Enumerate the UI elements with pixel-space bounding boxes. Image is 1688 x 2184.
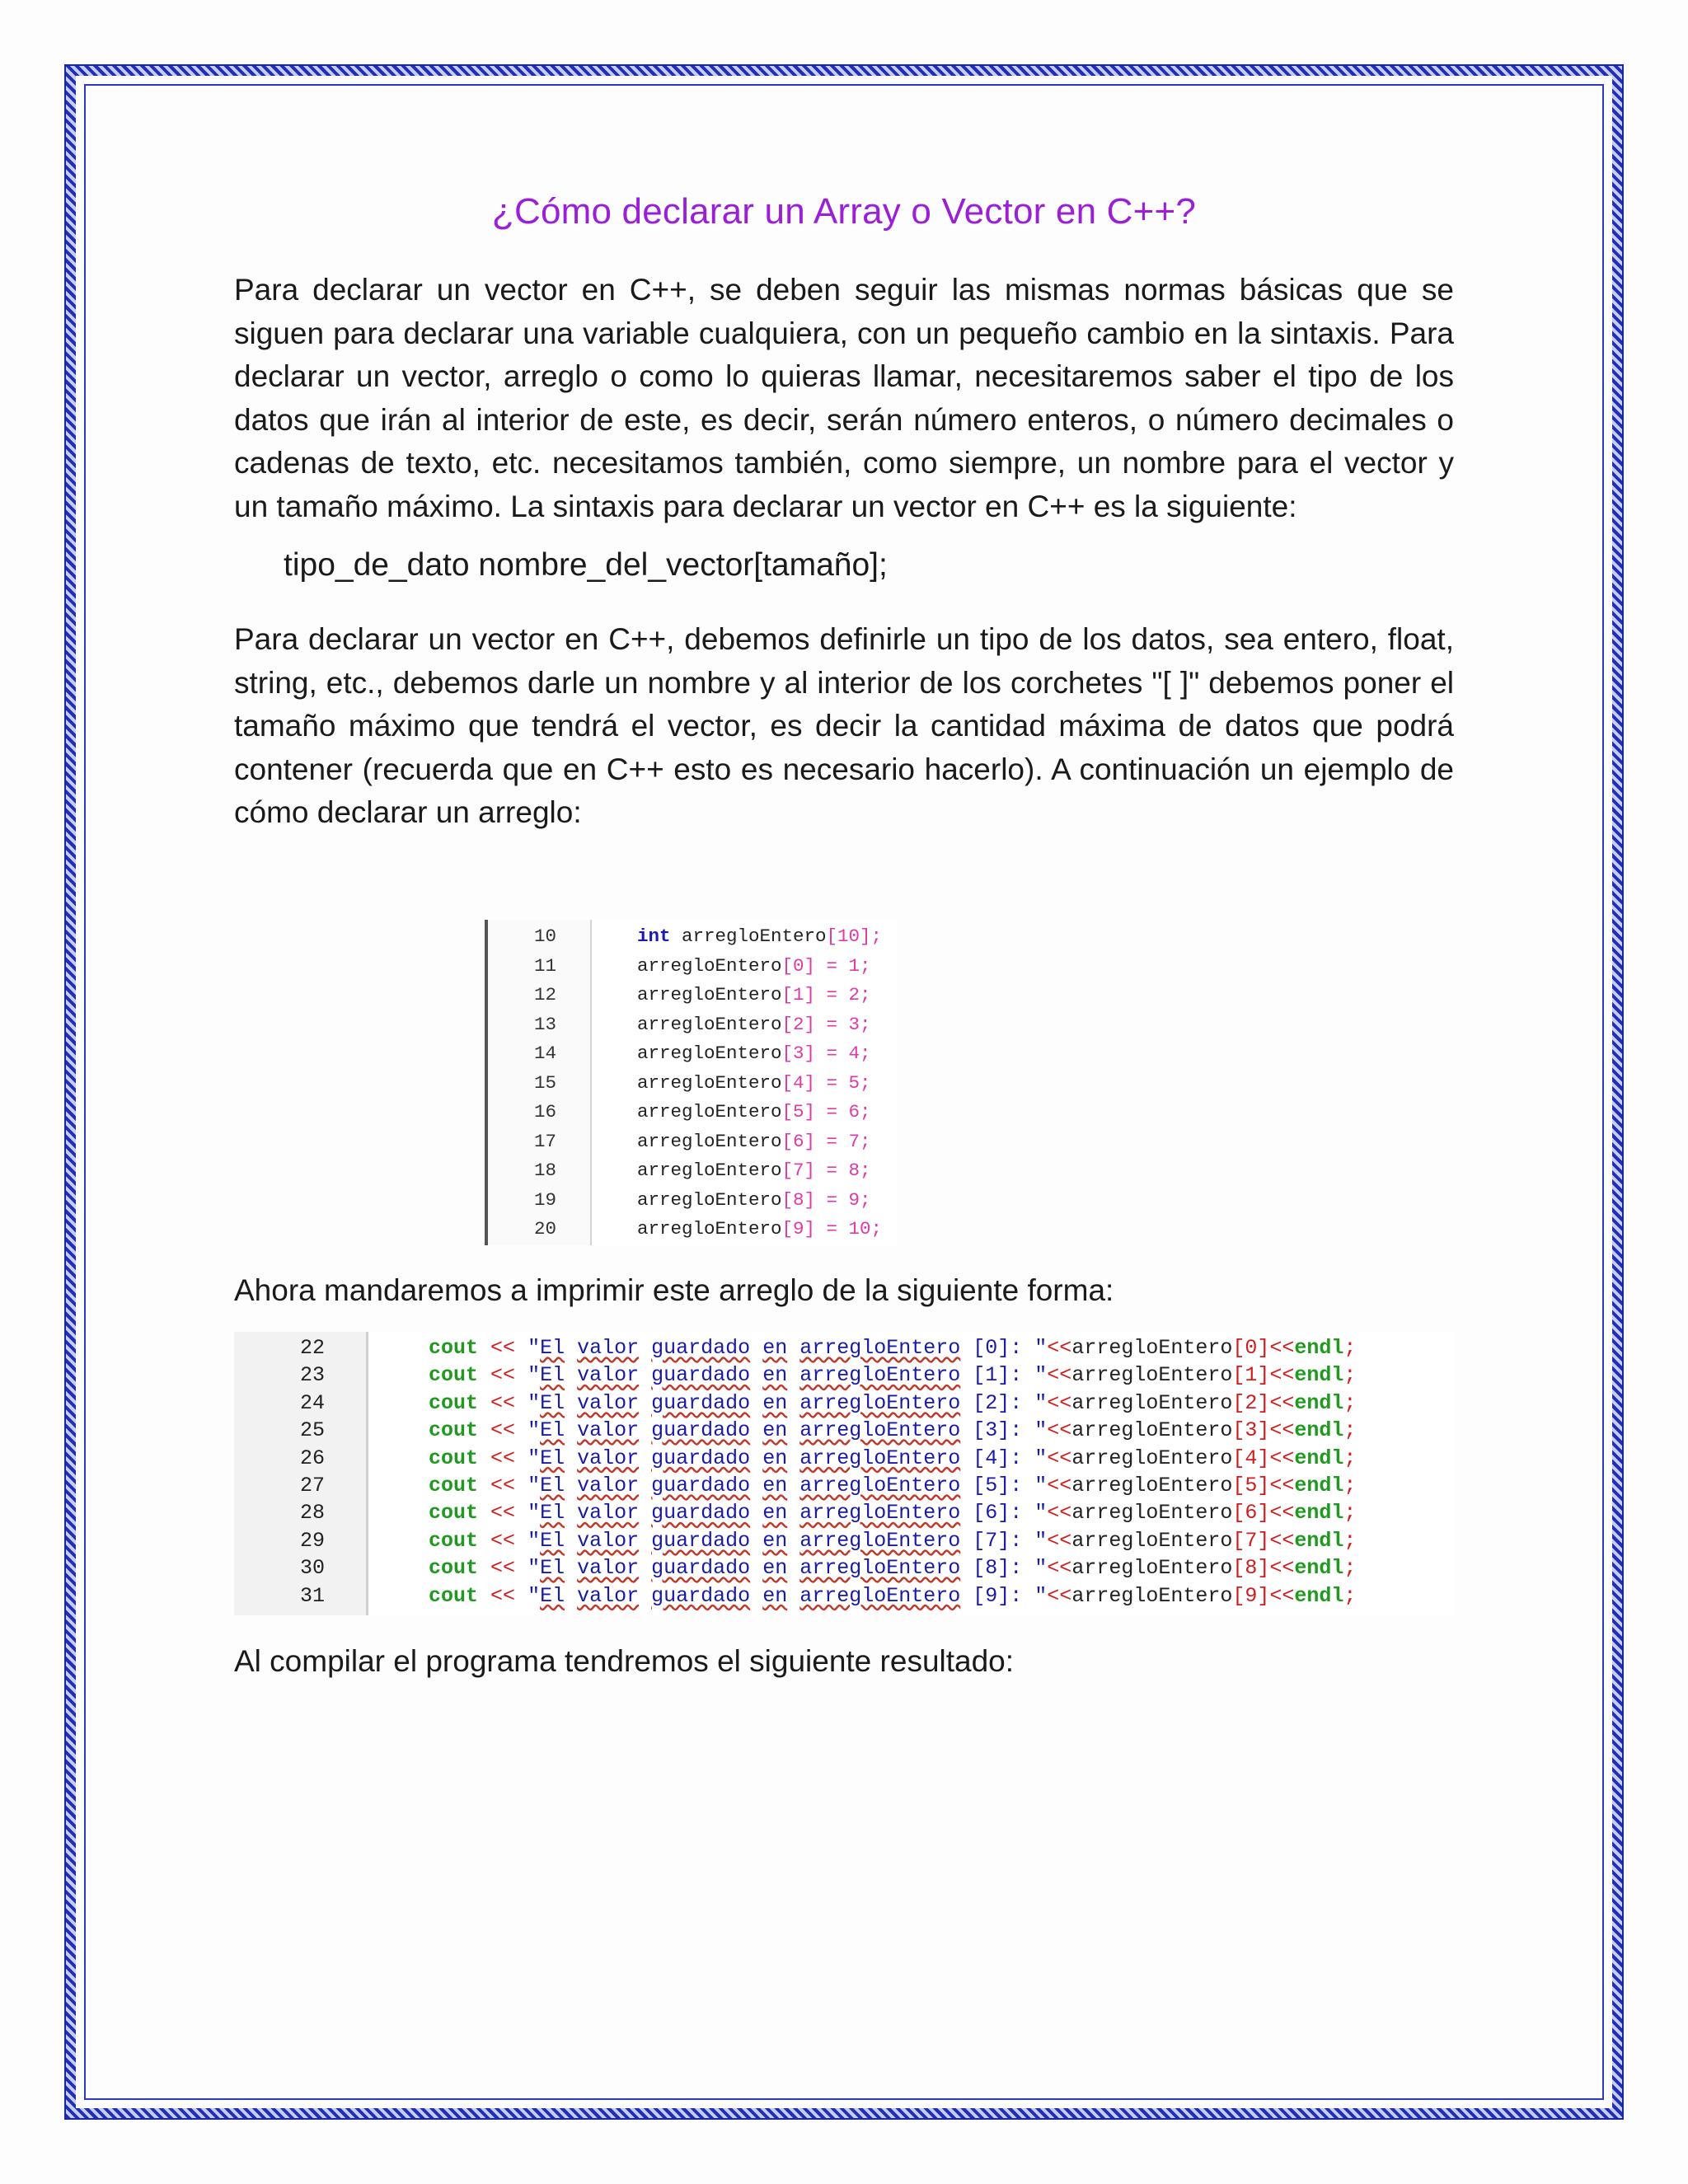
line-number: 18 bbox=[534, 1160, 557, 1181]
code-text bbox=[637, 1069, 871, 1099]
identifier: arregloEntero bbox=[637, 1188, 782, 1211]
endl-keyword: endl bbox=[1294, 1336, 1344, 1360]
cout-keyword: cout bbox=[429, 1336, 479, 1360]
stream-operator: << bbox=[1047, 1474, 1072, 1497]
string-word: en bbox=[762, 1501, 788, 1526]
identifier: arregloEntero bbox=[1071, 1390, 1233, 1415]
string-word: arregloEntero bbox=[799, 1446, 961, 1470]
identifier: arregloEntero bbox=[1071, 1528, 1233, 1553]
semicolon: ; bbox=[1343, 1556, 1357, 1581]
array-index: [9] bbox=[1232, 1583, 1270, 1608]
string-word: El bbox=[540, 1474, 565, 1497]
string-word: valor bbox=[577, 1501, 640, 1526]
assignment: = 2; bbox=[815, 984, 871, 1005]
stream-operator: << bbox=[490, 1556, 516, 1581]
code-text bbox=[637, 981, 871, 1010]
stream-operator: << bbox=[1047, 1418, 1072, 1443]
identifier: arregloEntero bbox=[637, 954, 782, 977]
cout-keyword: cout bbox=[429, 1528, 479, 1553]
stream-operator: << bbox=[490, 1446, 516, 1470]
code-text bbox=[429, 1390, 1356, 1417]
endl-keyword: endl bbox=[1294, 1390, 1344, 1415]
endl-keyword: endl bbox=[1294, 1446, 1344, 1470]
identifier: arregloEntero bbox=[637, 984, 782, 1005]
assignment: = 3; bbox=[815, 1013, 871, 1035]
line-number: 29 bbox=[299, 1528, 325, 1553]
assignment: = 1; bbox=[815, 954, 871, 977]
cout-keyword: cout bbox=[429, 1418, 479, 1443]
string-word: valor bbox=[577, 1583, 640, 1608]
string-word: guardado bbox=[651, 1501, 751, 1526]
semicolon: ; bbox=[1343, 1336, 1357, 1360]
string-word: arregloEntero bbox=[799, 1336, 961, 1360]
array-index: [4] bbox=[1232, 1446, 1270, 1470]
stream-operator: << bbox=[490, 1583, 516, 1608]
assignment: = 7; bbox=[815, 1130, 871, 1152]
line-number: 16 bbox=[534, 1101, 557, 1122]
assignment: = 4; bbox=[815, 1043, 871, 1064]
array-index: [7] bbox=[781, 1160, 816, 1181]
print-paragraph: Ahora mandaremos a imprimir este arreglo de la siguiente forma: bbox=[234, 1273, 1114, 1307]
string-literal: "El valor guardado en arregloEntero [5]: " bbox=[528, 1474, 1048, 1497]
string-label: [9]: " bbox=[960, 1583, 1048, 1608]
stream-operator: << bbox=[1047, 1363, 1072, 1388]
stream-operator: << bbox=[1047, 1583, 1072, 1608]
string-literal: "El valor guardado en arregloEntero [2]: " bbox=[528, 1390, 1048, 1415]
array-index: [6] bbox=[1232, 1501, 1270, 1526]
semicolon: ; bbox=[1343, 1363, 1357, 1388]
string-literal: "El valor guardado en arregloEntero [6]: " bbox=[528, 1501, 1048, 1526]
identifier: arregloEntero bbox=[637, 1218, 782, 1240]
string-word: valor bbox=[577, 1418, 640, 1443]
string-word: valor bbox=[577, 1363, 640, 1388]
semicolon: ; bbox=[1343, 1390, 1357, 1415]
array-index: [1] bbox=[1232, 1363, 1270, 1388]
string-word: arregloEntero bbox=[799, 1390, 961, 1415]
string-word: El bbox=[540, 1501, 565, 1526]
string-label: [2]: " bbox=[960, 1390, 1048, 1415]
string-literal: "El valor guardado en arregloEntero [4]: " bbox=[528, 1446, 1048, 1470]
string-word: guardado bbox=[651, 1446, 751, 1470]
string-word: guardado bbox=[651, 1390, 751, 1415]
semicolon: ; bbox=[1343, 1501, 1357, 1526]
code-text bbox=[429, 1445, 1356, 1472]
stream-operator: << bbox=[1047, 1501, 1072, 1526]
cout-keyword: cout bbox=[429, 1390, 479, 1415]
identifier: arregloEntero bbox=[1071, 1556, 1233, 1581]
string-word: arregloEntero bbox=[799, 1556, 961, 1581]
string-word: El bbox=[540, 1390, 565, 1415]
stream-operator: << bbox=[1269, 1474, 1295, 1497]
stream-operator: << bbox=[490, 1501, 516, 1526]
stream-operator: << bbox=[1269, 1583, 1295, 1608]
string-label: [4]: " bbox=[960, 1446, 1048, 1470]
cout-keyword: cout bbox=[429, 1363, 479, 1388]
code-text bbox=[637, 1215, 882, 1244]
assignment: = 9; bbox=[815, 1188, 871, 1211]
string-word: guardado bbox=[651, 1336, 751, 1360]
code-text bbox=[429, 1417, 1356, 1444]
cout-keyword: cout bbox=[429, 1556, 479, 1581]
line-number: 15 bbox=[534, 1071, 557, 1094]
intro-paragraph: Para declarar un vector en C++, se deben seguir las mismas normas básicas que se siguen para declarar una variable cualquiera, con un pequeño cambio en la sintaxis. Para declarar un vector, arreglo o como lo quieras llamar, necesitaremos saber el tipo de los datos que irán al interior de este, es decir, serán número enteros, o número decimales o cadenas de texto, etc. necesitamos también, como siempre, un nombre para el vector y un tamaño máximo. La sintaxis para declarar un vector en C++ es la siguiente: bbox=[234, 273, 1454, 523]
string-word: valor bbox=[577, 1474, 640, 1497]
string-word: guardado bbox=[651, 1474, 751, 1497]
semicolon: ; bbox=[1343, 1446, 1357, 1470]
identifier: arregloEntero bbox=[1071, 1336, 1233, 1360]
code-text bbox=[637, 1010, 871, 1040]
line-number: 24 bbox=[299, 1390, 325, 1415]
code-text bbox=[637, 952, 871, 982]
string-label: [1]: " bbox=[960, 1363, 1048, 1388]
string-word: arregloEntero bbox=[799, 1363, 961, 1388]
page-title: ¿Cómo declarar un Array o Vector en C++? bbox=[491, 191, 1197, 232]
string-literal: "El valor guardado en arregloEntero [9]: " bbox=[528, 1583, 1048, 1608]
identifier: arregloEntero bbox=[637, 1130, 782, 1152]
string-literal: "El valor guardado en arregloEntero [0]: " bbox=[528, 1336, 1048, 1360]
line-number: 31 bbox=[299, 1583, 325, 1608]
identifier: arregloEntero bbox=[1071, 1474, 1233, 1497]
semicolon: ; bbox=[1343, 1583, 1357, 1608]
array-size: [10]; bbox=[826, 926, 883, 947]
line-number: 30 bbox=[299, 1556, 325, 1581]
string-word: valor bbox=[577, 1336, 640, 1360]
semicolon: ; bbox=[1343, 1418, 1357, 1443]
line-number: 27 bbox=[299, 1474, 325, 1497]
string-word: en bbox=[762, 1390, 788, 1415]
string-literal: "El valor guardado en arregloEntero [3]: " bbox=[528, 1418, 1048, 1443]
stream-operator: << bbox=[1047, 1336, 1072, 1360]
stream-operator: << bbox=[490, 1528, 516, 1553]
keyword: int bbox=[637, 926, 671, 947]
code-text bbox=[637, 1039, 871, 1069]
string-word: valor bbox=[577, 1446, 640, 1470]
string-literal: "El valor guardado en arregloEntero [8]: " bbox=[528, 1556, 1048, 1581]
endl-keyword: endl bbox=[1294, 1363, 1344, 1388]
string-word: arregloEntero bbox=[799, 1501, 961, 1526]
assignment: = 8; bbox=[815, 1160, 871, 1181]
code-text bbox=[637, 1186, 871, 1216]
stream-operator: << bbox=[490, 1418, 516, 1443]
array-index: [3] bbox=[1232, 1418, 1270, 1443]
cout-keyword: cout bbox=[429, 1501, 479, 1526]
string-label: [7]: " bbox=[960, 1528, 1048, 1553]
string-word: arregloEntero bbox=[799, 1418, 961, 1443]
endl-keyword: endl bbox=[1294, 1474, 1344, 1497]
code-text bbox=[429, 1499, 1356, 1526]
stream-operator: << bbox=[1269, 1418, 1295, 1443]
string-word: en bbox=[762, 1446, 788, 1470]
string-label: [5]: " bbox=[960, 1474, 1048, 1497]
endl-keyword: endl bbox=[1294, 1583, 1344, 1608]
string-word: El bbox=[540, 1528, 565, 1553]
endl-keyword: endl bbox=[1294, 1501, 1344, 1526]
stream-operator: << bbox=[1269, 1528, 1295, 1553]
cout-keyword: cout bbox=[429, 1583, 479, 1608]
stream-operator: << bbox=[1047, 1556, 1072, 1581]
code-block-declaration bbox=[485, 920, 897, 1245]
assignment: = 5; bbox=[815, 1071, 871, 1094]
string-word: en bbox=[762, 1418, 788, 1443]
identifier: arregloEntero bbox=[1071, 1418, 1233, 1443]
array-index: [1] bbox=[781, 984, 816, 1005]
string-word: en bbox=[762, 1336, 788, 1360]
string-word: en bbox=[762, 1583, 788, 1608]
code-text bbox=[637, 1127, 871, 1157]
cout-keyword: cout bbox=[429, 1446, 479, 1470]
code-text bbox=[637, 922, 882, 952]
result-paragraph: Al compilar el programa tendremos el siguiente resultado: bbox=[234, 1644, 1015, 1678]
line-number: 19 bbox=[534, 1188, 557, 1211]
identifier: arregloEntero bbox=[670, 926, 827, 947]
line-number: 12 bbox=[534, 984, 557, 1005]
assignment: = 10; bbox=[815, 1218, 883, 1240]
string-label: [6]: " bbox=[960, 1501, 1048, 1526]
line-number: 13 bbox=[534, 1013, 557, 1035]
string-word: guardado bbox=[651, 1363, 751, 1388]
code-text bbox=[637, 1156, 871, 1186]
identifier: arregloEntero bbox=[1071, 1501, 1233, 1526]
identifier: arregloEntero bbox=[1071, 1363, 1233, 1388]
endl-keyword: endl bbox=[1294, 1556, 1344, 1581]
string-word: El bbox=[540, 1336, 565, 1360]
explanation-paragraph: Para declarar un vector en C++, debemos definirle un tipo de los datos, sea entero, float, string, etc., debemos darle un nombre y al interior de los corchetes "[ ]" debemos poner el tamaño máximo que tendrá el vector, es decir la cantidad máxima de datos que podrá contener (recuerda que en C++ esto es necesario hacerlo). A continuación un ejemplo de cómo declarar un arreglo: bbox=[234, 622, 1454, 829]
string-word: arregloEntero bbox=[799, 1583, 961, 1608]
string-word: guardado bbox=[651, 1556, 751, 1581]
identifier: arregloEntero bbox=[637, 1043, 782, 1064]
cout-keyword: cout bbox=[429, 1474, 479, 1497]
string-word: valor bbox=[577, 1556, 640, 1581]
line-number: 14 bbox=[534, 1043, 557, 1064]
stream-operator: << bbox=[1269, 1363, 1295, 1388]
stream-operator: << bbox=[1269, 1501, 1295, 1526]
stream-operator: << bbox=[1047, 1446, 1072, 1470]
stream-operator: << bbox=[1269, 1446, 1295, 1470]
identifier: arregloEntero bbox=[1071, 1446, 1233, 1470]
code-text bbox=[429, 1361, 1356, 1389]
stream-operator: << bbox=[490, 1474, 516, 1497]
line-number: 28 bbox=[299, 1501, 325, 1526]
line-number: 17 bbox=[534, 1130, 557, 1152]
line-number: 25 bbox=[299, 1418, 325, 1443]
assignment: = 6; bbox=[815, 1101, 871, 1122]
array-index: [4] bbox=[781, 1071, 816, 1094]
identifier: arregloEntero bbox=[637, 1101, 782, 1122]
line-number: 20 bbox=[534, 1218, 557, 1240]
string-word: en bbox=[762, 1528, 788, 1553]
line-number: 10 bbox=[534, 926, 557, 947]
code-text bbox=[429, 1472, 1356, 1499]
identifier: arregloEntero bbox=[637, 1013, 782, 1035]
string-word: en bbox=[762, 1363, 788, 1388]
stream-operator: << bbox=[490, 1390, 516, 1415]
code-block-print bbox=[234, 1332, 1454, 1615]
string-label: [0]: " bbox=[960, 1336, 1048, 1360]
array-index: [8] bbox=[781, 1188, 816, 1211]
stream-operator: << bbox=[1047, 1390, 1072, 1415]
stream-operator: << bbox=[490, 1363, 516, 1388]
string-word: El bbox=[540, 1418, 565, 1443]
string-word: en bbox=[762, 1556, 788, 1581]
string-word: guardado bbox=[651, 1528, 751, 1553]
identifier: arregloEntero bbox=[637, 1160, 782, 1181]
array-index: [6] bbox=[781, 1130, 816, 1152]
string-word: El bbox=[540, 1556, 565, 1581]
stream-operator: << bbox=[1269, 1390, 1295, 1415]
string-word: guardado bbox=[651, 1583, 751, 1608]
stream-operator: << bbox=[1047, 1528, 1072, 1553]
syntax-line: tipo_de_dato nombre_del_vector[tamaño]; bbox=[284, 547, 888, 583]
semicolon: ; bbox=[1343, 1528, 1357, 1553]
array-index: [5] bbox=[1232, 1474, 1270, 1497]
string-word: El bbox=[540, 1363, 565, 1388]
string-word: arregloEntero bbox=[799, 1528, 961, 1553]
endl-keyword: endl bbox=[1294, 1418, 1344, 1443]
string-label: [8]: " bbox=[960, 1556, 1048, 1581]
line-number: 26 bbox=[299, 1446, 325, 1470]
code-text bbox=[429, 1554, 1356, 1582]
code-text bbox=[429, 1334, 1356, 1361]
array-index: [7] bbox=[1232, 1528, 1270, 1553]
string-word: en bbox=[762, 1474, 788, 1497]
string-literal: "El valor guardado en arregloEntero [7]: " bbox=[528, 1528, 1048, 1553]
string-word: El bbox=[540, 1446, 565, 1470]
string-word: valor bbox=[577, 1390, 640, 1415]
array-index: [2] bbox=[1232, 1390, 1270, 1415]
code-text bbox=[637, 1098, 871, 1127]
identifier: arregloEntero bbox=[637, 1071, 782, 1094]
string-word: valor bbox=[577, 1528, 640, 1553]
array-index: [0] bbox=[781, 954, 816, 977]
string-word: guardado bbox=[651, 1418, 751, 1443]
array-index: [0] bbox=[1232, 1336, 1270, 1360]
semicolon: ; bbox=[1343, 1474, 1357, 1497]
line-number: 22 bbox=[299, 1336, 325, 1360]
code-text bbox=[429, 1527, 1356, 1554]
stream-operator: << bbox=[490, 1336, 516, 1360]
array-index: [5] bbox=[781, 1101, 816, 1122]
line-number: 11 bbox=[534, 954, 557, 977]
string-label: [3]: " bbox=[960, 1418, 1048, 1443]
array-index: [3] bbox=[781, 1043, 816, 1064]
array-index: [8] bbox=[1232, 1556, 1270, 1581]
stream-operator: << bbox=[1269, 1336, 1295, 1360]
code-text bbox=[429, 1582, 1356, 1610]
line-number: 23 bbox=[299, 1363, 325, 1388]
string-word: arregloEntero bbox=[799, 1474, 961, 1497]
array-index: [2] bbox=[781, 1013, 816, 1035]
stream-operator: << bbox=[1269, 1556, 1295, 1581]
string-word: El bbox=[540, 1583, 565, 1608]
endl-keyword: endl bbox=[1294, 1528, 1344, 1553]
identifier: arregloEntero bbox=[1071, 1583, 1233, 1608]
string-literal: "El valor guardado en arregloEntero [1]: " bbox=[528, 1363, 1048, 1388]
array-index: [9] bbox=[781, 1218, 816, 1240]
